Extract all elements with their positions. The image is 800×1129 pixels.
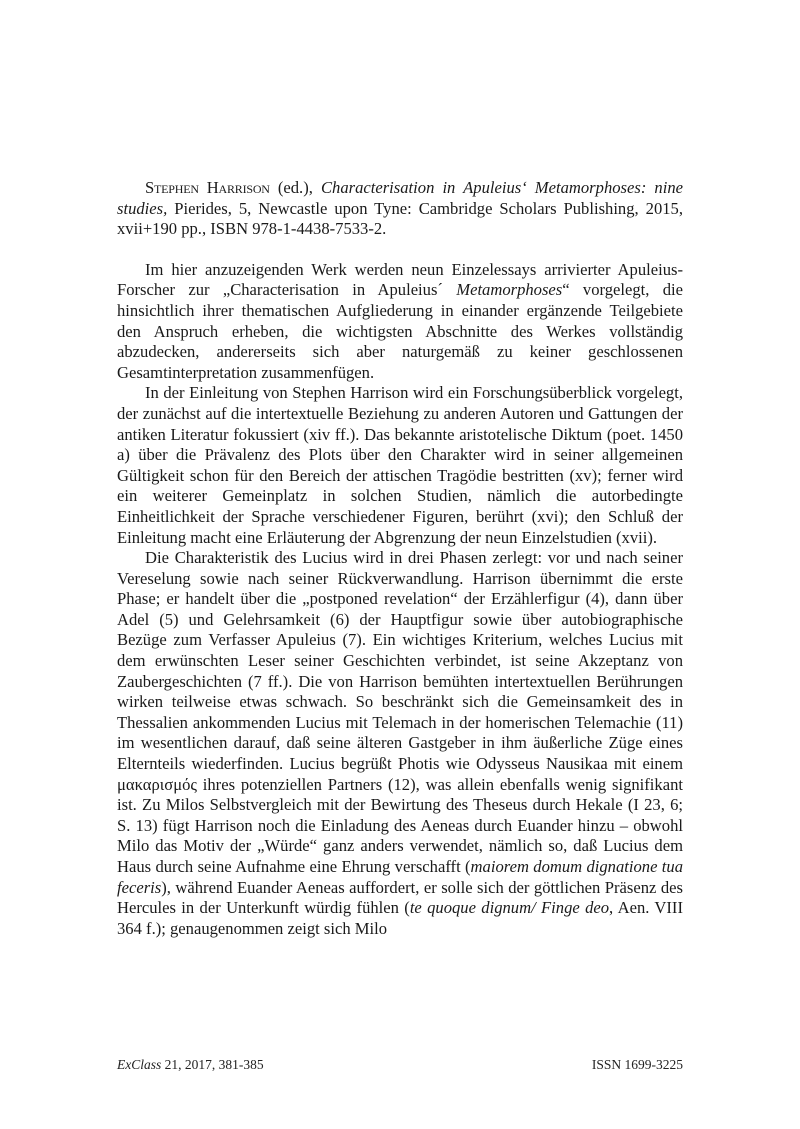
citation-publication-details: Pierides, 5, Newcastle upon Tyne: Cambridge Scholars Publishing, 2015, xvii+190 pp., ISBN 978-1-4438-7533-2. [117,198,683,239]
paragraph-3-latin-quote-1: maiorem domum dignatione tua feceris [117,857,683,897]
page-footer [117,1057,683,1073]
paragraph-2: In der Einleitung von Stephen Harrison wird ein Forschungsüberblick vorgelegt, der zunächst auf die intertextuelle Beziehung zu anderen Autoren und Gattungen der antiken Literatur fokussiert (xiv ff.). Das bekannte aristotelische Diktum (poet. 1450 a) über die Prävalenz des Plots über den Charakter wird in seiner allgemeinen Gültigkeit schon für den Bereich der attischen Tragödie bestritten (xv); ferner wird ein weiterer Gemeinplatz in solchen Studien, nämlich die autorbedingte Einheitlichkeit der Sprache verschiedener Figuren, berührt (xvi); den Schluß der Einleitung macht eine Erläuterung der Abgrenzung der neun Einzelstudien (xvii). [117,383,683,547]
citation-title: Characterisation in Apuleius‘ Metamorphoses: nine studies, [117,178,683,218]
paragraph-3 [117,548,683,939]
footer-journal-reference [117,1057,264,1073]
paragraph-3-text-c: ), während Euander Aeneas auffordert, er solle sich der göttlichen Präsenz des Hercules in der Unterkunft würdig fühlen ( [117,877,683,918]
paragraph-3-latin-quote-2: te quoque dignum/ Finge deo [409,898,610,918]
footer-journal-name: ExClass [117,1057,162,1072]
review-page [117,178,683,939]
paragraph-1-text-c: “ vorgelegt, die hinsichtlich ihrer thematischen Aufgliederung in einander ergänzende Teilgebiete den Anspruch erheben, die wichtigsten Abschnitte des Werkes vollständig abzudecken, andererseits sich aber naturgemäß zu keiner geschlossenen Gesamtinterpretation zusammenfügen. [117,280,683,382]
paragraph-1-italic-title: Metamorphoses [456,280,563,300]
paragraph-3-text-e: , Aen. VIII 364 f.); genaugenommen zeigt sich Milo [117,898,683,938]
paragraph-3-text-a: Die Charakteristik des Lucius wird in drei Phasen zerlegt: vor und nach seiner Vereselung sowie nach seiner Rückverwandlung. Harrison übernimmt die erste Phase; er handelt über die „postponed revelation“ der Erzählerfigur (4), dann über Adel (5) und Gelehrsamkeit (6) der Hauptfigur sowie über autobiographische Bezüge zum Verfasser Apuleius (7). Ein wichtiges Kriterium, welches Lucius mit dem erwünschten Leser seiner Geschichten verbindet, ist seine Akzeptanz von Zaubergeschichten (7 ff.). Die von Harrison bemühten intertextuellen Berührungen wirken teilweise etwas schwach. So beschränkt sich die Gemeinsamkeit des in Thessalien ankommenden Lucius mit Telemach in der homerischen Telemachie (11) im wesentlichen darauf, daß seine älteren Gastgeber in ihm äußerliche Züge eines Elternteils wiederfinden. Lucius begrüßt Photis wie Odysseus Nausikaa mit einem μακαρισμός ihres potenziellen Partners (12), was allein ebenfalls wenig signifikant ist. Zu Milos Selbstvergleich mit der Bewirtung des Theseus durch Hekale (I 23, 6; S. 13) fügt Harrison noch die Einladung des Aeneas durch Euander hinzu – obwohl Milo das Motiv der „Würde“ ganz anders verwendet, nämlich so, daß Lucius dem Haus durch seine Aufnahme eine Ehrung verschafft ( [117,548,683,876]
paragraph-1 [117,260,683,384]
citation-editor-mark: (ed.), [277,178,313,197]
footer-issn: ISSN 1699-3225 [591,1057,683,1072]
footer-journal-volume: 21, 2017, 381-385 [161,1057,264,1072]
paragraph-1-text-a: Im hier anzuzeigenden Werk werden neun Einzelessays arrivierter Apuleius-Forscher zur „Characterisation in Apuleius´ [117,259,683,300]
bibliographic-citation [117,178,683,240]
citation-author: Stephen Harrison [145,178,270,197]
